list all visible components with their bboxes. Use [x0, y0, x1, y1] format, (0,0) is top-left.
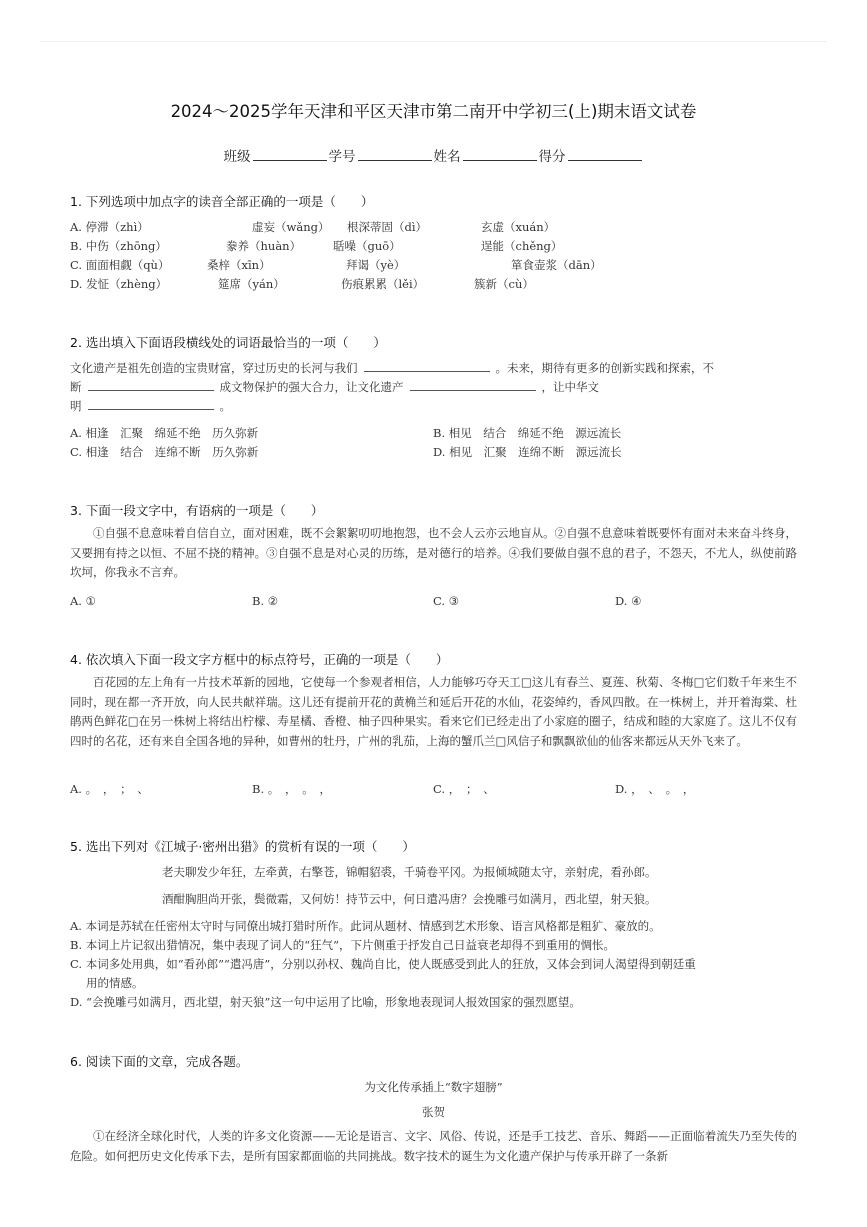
class-label: 班级: [223, 149, 251, 165]
q2-passage-line-1: [70, 360, 714, 376]
q1-option-a-3: 根深蒂固（dì）: [347, 220, 428, 234]
q2-option-c: C. 相逢 结合 连绵不断 历久弥新: [70, 445, 259, 459]
q4-option-d: D. ， 、 。 ，: [615, 782, 695, 796]
q2-text-2: 。未来，期待有更多的创新实践和探索，不: [495, 361, 714, 375]
q6-article-title: 为文化传承插上“数字翅膀”: [364, 1080, 503, 1094]
q5-poem-line-2: 酒酣胸胆尚开张，鬓微霜，又何妨！持节云中，何日遣冯唐？会挽雕弓如满月，西北望，射天狼。: [162, 892, 657, 906]
q1-option-d-3: 伤痕累累（lěi）: [341, 277, 425, 291]
q4-passage: 百花园的左上角有一片技术革新的园地，它使每一个参观者相信，人力能够巧夺天工□这儿有春兰、夏莲、秋菊、冬梅□它们数千年来生不同时，现在都一齐开放，向人民共献祥瑞。这儿还有提前开花的黄桷兰和延后开花的水仙，花姿绰约，香风四散。在一株树上，并开着海棠、杜鹃两色鲜花□在另一株树上将结出柠檬、寿星橘、香橙、柚子四种果实。看来它们已经走出了小家庭的圈子，结成和睦的大家庭了。这儿不仅有四时的名花，还有来自全国各地的异种，如曹州的牡丹，广州的乳茄，上海的蟹爪兰□风信子和飘飘欲仙的仙客来都远从天外飞来了。: [70, 675, 797, 749]
q2-stem: 2. 选出填入下面语段横线处的词语最恰当的一项（ ）: [70, 335, 386, 350]
number-label: 学号: [328, 149, 356, 165]
q2-blank-3[interactable]: [410, 380, 536, 391]
q3-option-d: D. ④: [615, 594, 642, 608]
q2-text-3: 断: [70, 380, 82, 394]
q2-text-7: 。: [219, 399, 231, 413]
q2-text-4: 成文物保护的强大合力，让文化遗产: [219, 380, 404, 394]
name-blank[interactable]: [463, 148, 537, 161]
q1-option-a-4: 玄虚（xuán）: [481, 220, 556, 234]
q2-blank-4[interactable]: [88, 399, 214, 410]
q2-option-d: D. 相见 汇聚 连绵不断 源远流长: [433, 445, 622, 459]
q2-option-a: A. 相逢 汇聚 绵延不绝 历久弥新: [70, 426, 259, 440]
student-info-line: [0, 145, 867, 165]
q2-option-b: B. 相见 结合 绵延不绝 源远流长: [433, 426, 622, 440]
q5-stem: 5. 选出下列对《江城子·密州出猎》的赏析有误的一项（ ）: [70, 839, 415, 854]
q2-passage-line-2: [70, 379, 599, 395]
q4-option-b: B. 。 ， 。 ，: [252, 782, 332, 796]
q6-passage: ①在经济全球化时代，人类的许多文化资源——无论是语言、文字、风俗、传说，还是手工技艺、音乐、舞蹈——正面临着流失乃至失传的危险。如何把历史文化传承下去，是所有国家都面临的共同挑战。数字技术的诞生为文化遗产保护与传承开辟了一条新: [70, 1129, 797, 1163]
exam-title: 2024～2025学年天津和平区天津市第二南开中学初三(上)期末语文试卷: [170, 102, 697, 121]
name-label: 姓名: [433, 149, 461, 165]
q1-option-b-1: B. 中伤（zhōng）: [70, 239, 167, 253]
q1-stem: 1. 下列选项中加点字的读音全部正确的一项是（ ）: [70, 194, 374, 209]
q1-option-d-2: 筵席（yán）: [218, 277, 285, 291]
number-blank[interactable]: [358, 148, 432, 161]
q5-poem-line-1: 老夫聊发少年狂，左牵黄，右擎苍，锦帽貂裘，千骑卷平冈。为报倾城随太守，亲射虎，看孙郎。: [162, 865, 657, 879]
q4-option-c: C. ， ； 、: [433, 782, 495, 796]
q3-passage: ①自强不息意味着自信自立，面对困难，既不会絮絮叨叨地抱怨，也不会人云亦云地盲从。②自强不息意味着既要怀有面对未来奋斗终身，又要拥有持之以恒、不屈不挠的精神。③自强不息是对心灵的历练，是对德行的培养。④我们要做自强不息的君子，不怨天，不尤人，纵使前路坎坷，你我永不言弃。: [70, 526, 797, 580]
q1-option-a-1: A. 停滞（zhì）: [70, 220, 149, 234]
q6-author: 张贺: [422, 1105, 445, 1119]
q1-option-b-4: 逞能（chěng）: [481, 239, 563, 253]
q1-option-d-1: D. 发怔（zhèng）: [70, 277, 168, 291]
q4-stem: 4. 依次填入下面一段文字方框中的标点符号，正确的一项是（ ）: [70, 652, 449, 667]
q4-option-a: A. 。 ， ； 、: [70, 782, 149, 796]
q5-option-c-line-2: 用的情感。: [86, 976, 144, 990]
score-label: 得分: [538, 149, 566, 165]
q5-option-d: D. “会挽雕弓如满月，西北望，射天狼”这一句中运用了比喻，形象地表现词人报效国家的强烈愿望。: [70, 995, 581, 1009]
q2-text-1: 文化遗产是祖先创造的宝贵财富，穿过历史的长河与我们: [70, 361, 358, 375]
q5-option-c-line-1: C. 本词多处用典，如“看孙郎”“遣冯唐”，分别以孙权、魏尚自比，使人既感受到此人的狂放，又体会到词人渴望得到朝廷重: [70, 957, 696, 971]
q2-passage-line-3: [70, 398, 231, 414]
top-divider: [40, 41, 827, 42]
q5-option-b: B. 本词上片记叙出猎情况，集中表现了词人的“狂气”，下片侧重于抒发自己日益衰老却得不到重用的惆怅。: [70, 938, 616, 952]
q6-stem: 6. 阅读下面的文章，完成各题。: [70, 1054, 249, 1069]
q3-option-a: A. ①: [70, 594, 96, 608]
q1-option-c-2: 桑梓（xīn）: [207, 258, 271, 272]
q2-blank-2[interactable]: [88, 380, 214, 391]
q1-option-a-2: 虚妄（wǎng）: [252, 220, 330, 234]
q1-option-c-3: 拜谒（yè）: [346, 258, 406, 272]
q1-option-d-4: 簇新（cù）: [474, 277, 534, 291]
q1-option-b-2: 豢养（huàn）: [226, 239, 302, 253]
q5-option-a: A. 本词是苏轼在任密州太守时与同僚出城打猎时所作。此词从题材、情感到艺术形象、语言风格都是粗犷、豪放的。: [70, 919, 661, 933]
q2-text-5: ，让中华文: [541, 380, 599, 394]
q2-blank-1[interactable]: [364, 361, 490, 372]
q1-option-b-3: 聒噪（guō）: [333, 239, 401, 253]
q2-text-6: 明: [70, 399, 82, 413]
score-blank[interactable]: [568, 148, 642, 161]
q3-option-b: B. ②: [252, 594, 279, 608]
q3-option-c: C. ③: [433, 594, 460, 608]
q1-option-c-1: C. 面面相觑（qù）: [70, 258, 170, 272]
q3-stem: 3. 下面一段文字中，有语病的一项是（ ）: [70, 503, 324, 518]
class-blank[interactable]: [253, 148, 327, 161]
q1-option-c-4: 箪食壶浆（dān）: [511, 258, 602, 272]
